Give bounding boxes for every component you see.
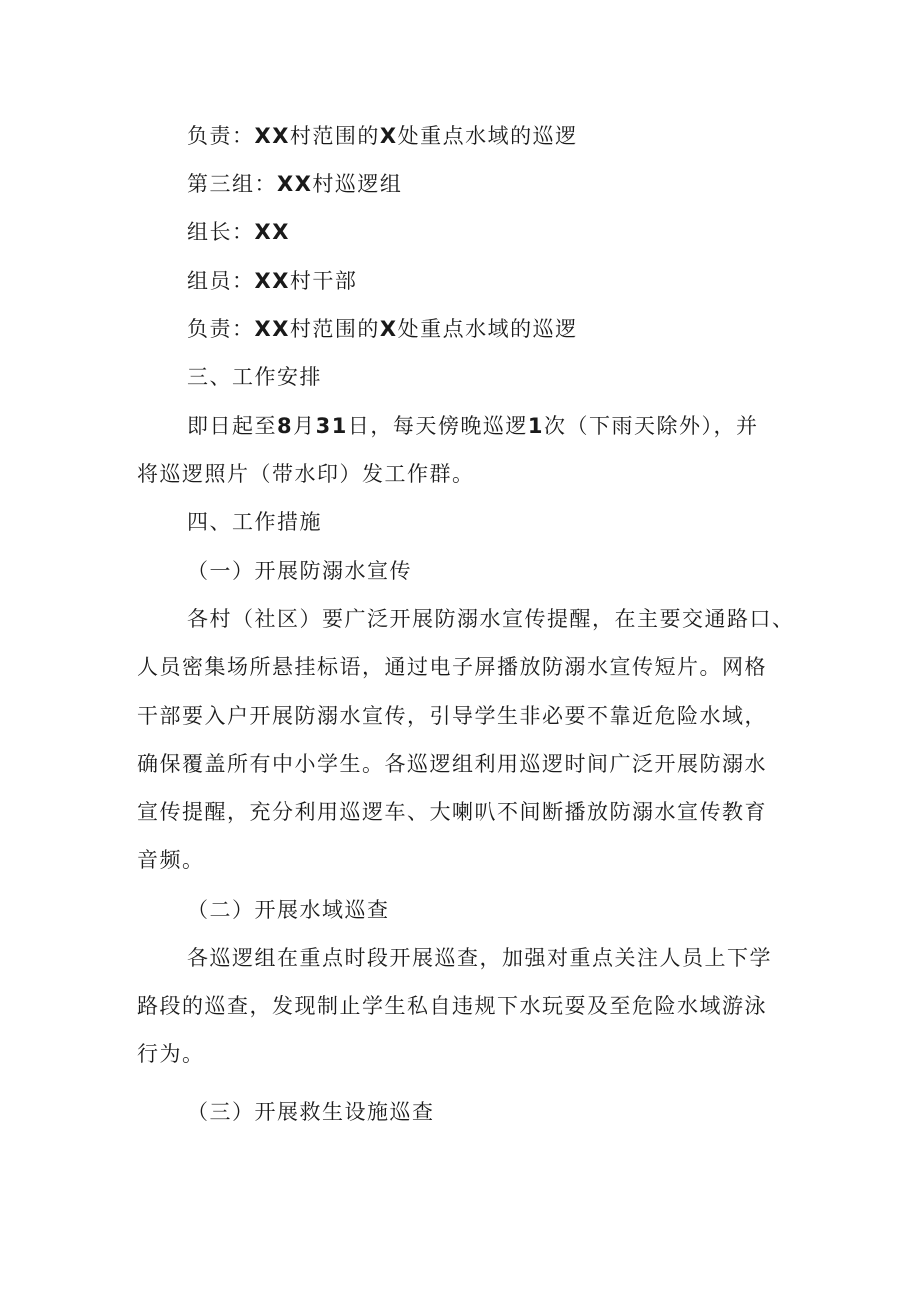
paragraph-line: 即日起至8月31日，每天傍晚巡逻1次（下雨天除外），并 [187,414,759,438]
group-leader-line: 组长：XX [187,220,290,244]
subheading-rescue-facility-patrol: （三）开展救生设施巡查 [187,1100,435,1124]
paragraph-line: 人员密集场所悬挂标语，通过电子屏播放防溺水宣传短片。网格 [137,655,767,679]
section-heading-work-arrangement: 三、工作安排 [187,365,322,389]
paragraph-line: 路段的巡查，发现制止学生私自违规下水玩耍及至危险水域游泳 [137,994,767,1018]
paragraph-line: 宣传提醒，充分利用巡逻车、大喇叭不间断播放防溺水宣传教育 [137,800,767,824]
paragraph-line: 将巡逻照片（带水印）发工作群。 [137,462,475,486]
subheading-drowning-publicity: （一）开展防溺水宣传 [187,559,412,583]
paragraph-line: 各村（社区）要广泛开展防溺水宣传提醒，在主要交通路口、 [187,607,795,631]
paragraph-line: 各巡逻组在重点时段开展巡查，加强对重点关注人员上下学 [187,946,772,970]
paragraph-line: 确保覆盖所有中小学生。各巡逻组利用巡逻时间广泛开展防溺水 [137,752,767,776]
responsibility-line-group2: 负责：XX村范围的X处重点水域的巡逻 [187,124,578,148]
paragraph-line: 音频。 [137,848,205,872]
paragraph-line: 干部要入户开展防溺水宣传，引导学生非必要不靠近危险水域， [137,704,767,728]
section-heading-work-measures: 四、工作措施 [187,510,322,534]
subheading-water-patrol: （二）开展水域巡查 [187,898,390,922]
paragraph-line: 行为。 [137,1042,205,1066]
group-three-title: 第三组：XX村巡逻组 [187,172,403,196]
responsibility-line-group3: 负责：XX村范围的X处重点水域的巡逻 [187,317,578,341]
group-members-line: 组员：XX村干部 [187,269,358,293]
